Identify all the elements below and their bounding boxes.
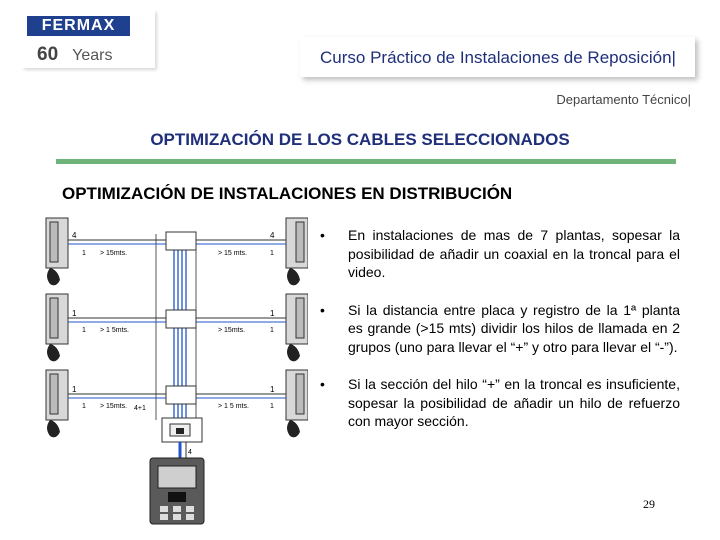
floor-1-right-count2: 1 (270, 250, 274, 257)
years-text: Years (72, 47, 113, 64)
department-box (545, 88, 695, 112)
bullet-item: • Si la distancia entre placa y registro de la 1ª planta es grande (>15 mts) dividir los hilos de llamada en 2 grupos (uno para llevar el “+” y otro para llevar el “-”). (318, 301, 680, 357)
riser-label: 4+1 (134, 405, 146, 412)
section-subtitle: OPTIMIZACIÓN DE INSTALACIONES EN DISTRIBUCIÓN (62, 184, 513, 203)
floor-1 (46, 218, 308, 285)
fermax-logo (22, 10, 155, 68)
bullet-list (318, 226, 680, 450)
floor-1-left-count: 4 (72, 231, 77, 240)
floor-1-left-count2: 1 (82, 250, 86, 257)
floor-3-right-count2: 1 (270, 403, 274, 410)
floor-2-right-count2: 1 (270, 327, 274, 334)
sixty-number: 60 (37, 44, 59, 65)
bullet-item: • Si la sección del hilo “+” en la troncal es insuficiente, sopesar la posibilidad de añadir un hilo de refuerzo con mayor sección. (318, 375, 680, 431)
installation-diagram (38, 214, 308, 526)
floor-2-right-distance: > 15mts. (218, 327, 246, 334)
department-label: Departamento Técnico| (556, 92, 691, 107)
entrance-panel (150, 458, 204, 524)
title-divider (56, 159, 676, 164)
floor-2-right-count: 1 (270, 309, 275, 318)
floor-2-left-distance: > 1 5mts. (100, 327, 129, 334)
panel-wire-label: 4 (188, 449, 192, 456)
floor-2 (46, 294, 308, 361)
main-title: OPTIMIZACIÓN DE LOS CABLES SELECCIONADOS (150, 130, 570, 149)
floor-1-right-distance: > 15 mts. (218, 250, 247, 257)
course-title: Curso Práctico de Instalaciones de Reposición| (320, 48, 676, 67)
fermax-brand: FERMAX (27, 16, 130, 36)
bullet-item: • En instalaciones de mas de 7 plantas, sopesar la posibilidad de añadir un coaxial en la troncal para el video. (318, 226, 680, 282)
floor-2-left-count2: 1 (82, 327, 86, 334)
sixty-years-label (37, 44, 112, 66)
floor-3-right-distance: > 1 5 mts. (218, 403, 249, 410)
floor-3-left-count: 1 (72, 385, 77, 394)
course-header (300, 37, 695, 77)
page-number: 29 (643, 497, 655, 511)
floor-3-right-count: 1 (270, 385, 275, 394)
floor-1-left-distance: > 15mts. (100, 250, 128, 257)
floor-3-left-distance: > 15mts. (100, 403, 128, 410)
floor-2-left-count: 1 (72, 309, 77, 318)
floor-3-left-count2: 1 (82, 403, 86, 410)
floor-1-right-count: 4 (270, 231, 275, 240)
